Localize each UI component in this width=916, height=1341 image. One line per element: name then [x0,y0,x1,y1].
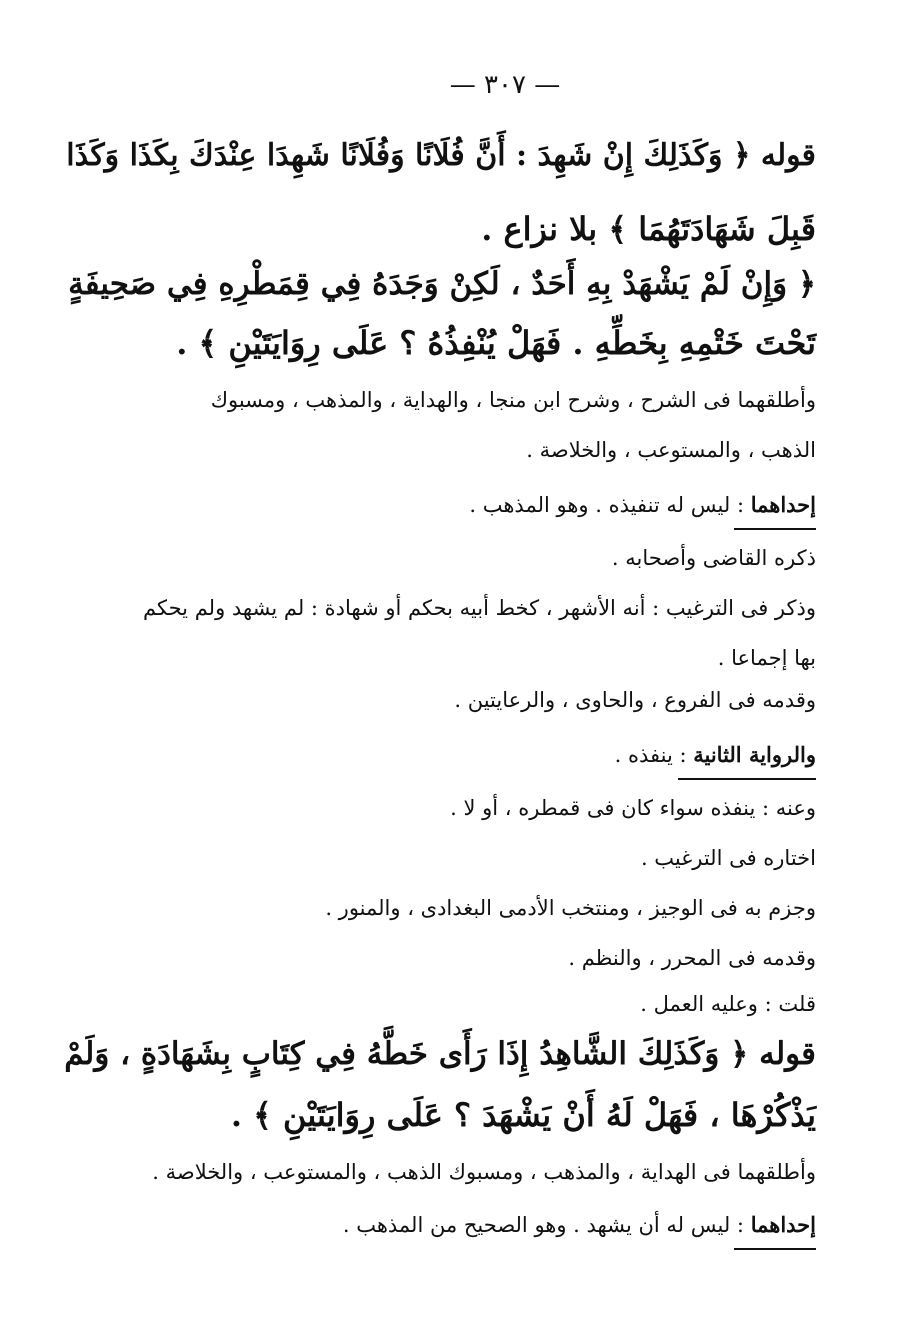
commentary-line-5: وأطلقهما فى الشرح ، وشرح ابن منجا ، والهداية ، والمذهب ، ومسبوك [210,388,816,412]
matn-line-1: قوله ﴿ وَكَذَلِكَ إِنْ شَهِدَ : أَنَّ فُلَانًا وَفُلَانًا شَهِدَا عِنْدَكَ بِكَذَا وَكَذَا [66,138,816,173]
matn-line-2: قَبِلَ شَهَادَتَهُمَا ﴾ بلا نزاع . [481,210,816,248]
second-narration-line [615,742,816,767]
page-number: — ٣٠٧ — [449,70,561,100]
first-narration-line-2 [343,1212,816,1237]
commentary-line-11: وقدمه فى الفروع ، والحاوى ، والرعايتين . [454,688,816,712]
matn-line-4: تَحْتَ خَتْمِهِ بِخَطِّهِ . فَهَلْ يُنْفِذُهُ ؟ عَلَى رِوَايَتَيْنِ ﴾ . [176,324,816,362]
commentary-line-15: وجزم به فى الوجيز ، ومنتخب الأدمى البغدادى ، والمنور . [325,896,816,920]
commentary-line-8: ذكره القاضى وأصحابه . [611,546,816,570]
commentary-line-13: وعنه : ينفذه سواء كان فى قمطره ، أو لا . [450,796,816,820]
commentary-line-14: اختاره فى الترغيب . [640,846,816,870]
matn-line-3: ﴿ وَإِنْ لَمْ يَشْهَدْ بِهِ أَحَدٌ ، لَكِنْ وَجَدَهُ فِي قِمَطْرِهِ فِي صَحِيفَةٍ [68,266,816,302]
label-underline [734,1248,816,1250]
first-narration-label: إحداهما [750,492,816,517]
commentary-line-16: وقدمه فى المحرر ، والنظم . [568,946,816,970]
commentary-line-10: بها إجماعا . [717,646,816,670]
label-underline [734,528,816,530]
first-narration-text: : ليس له تنفيذه . وهو المذهب . [469,493,745,517]
second-narration-label: والرواية الثانية [693,742,816,767]
matn-line-19: يَذْكُرْهَا ، فَهَلْ لَهُ أَنْ يَشْهَدَ ؟ عَلَى رِوَايَتَيْنِ ﴾ . [230,1096,816,1134]
matn-line-18: قوله ﴿ وَكَذَلِكَ الشَّاهِدُ إِذَا رَأَى خَطَّهُ فِي كِتَابٍ بِشَهَادَةٍ ، وَلَمْ [64,1036,816,1072]
label-underline [678,778,816,780]
commentary-line-17: قلت : وعليه العمل . [640,992,816,1016]
first-narration-label-2: إحداهما [750,1212,816,1237]
first-narration-line [469,492,816,517]
commentary-line-6: الذهب ، والمستوعب ، والخلاصة . [526,438,816,462]
second-narration-text: : ينفذه . [614,743,687,767]
commentary-line-20: وأطلقهما فى الهداية ، والمذهب ، ومسبوك الذهب ، والمستوعب ، والخلاصة . [152,1160,816,1184]
first-narration-text-2: : ليس له أن يشهد . وهو الصحيح من المذهب . [342,1213,745,1237]
commentary-line-9: وذكر فى الترغيب : أنه الأشهر ، كخط أبيه بحكم أو شهادة : لم يشهد ولم يحكم [143,596,816,620]
